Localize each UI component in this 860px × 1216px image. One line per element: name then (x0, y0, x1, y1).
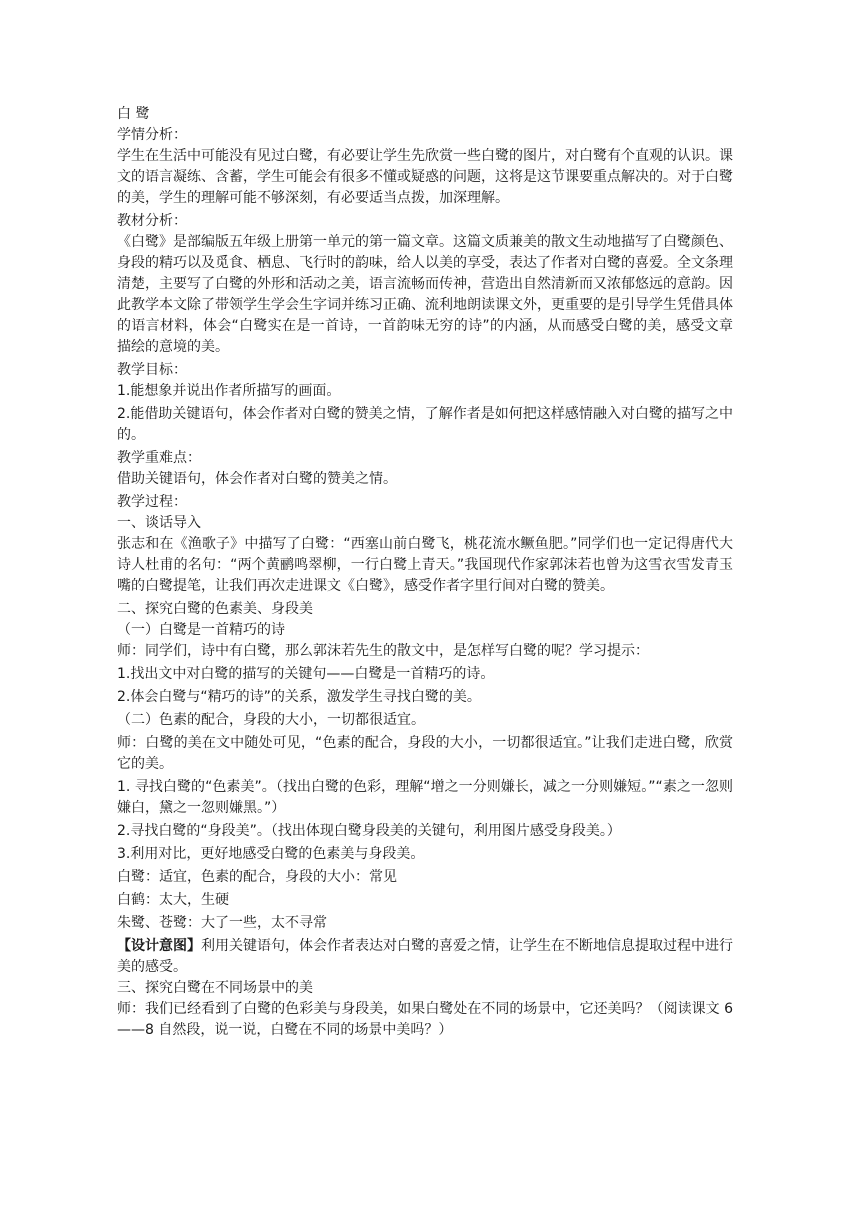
paragraph-teacher-prompt-1: 师：同学们，诗中有白鹭，那么郭沫若先生的散文中，是怎样写白鹭的呢？学习提示： (117, 643, 649, 659)
paragraph-introduction: 张志和在《渔歌子》中描写了白鹭：“西塞山前白鹭飞，桃花流水鳜鱼肥。”同学们也一定记得唐代大诗人杜甫的名句：“两个黄鹂鸣翠柳，一行白鹭上青天。”我国现代作家郭沫若也曾为这雪衣雪发青玉嘴的白鹭提笔，让我们再次走进课文《白鹭》，感受作者字里行间对白鹭的赞美。 (117, 536, 733, 594)
section-heading-material-analysis: 教材分析： (117, 213, 187, 229)
goal-item-2: 2.能借助关键语句，体会作者对白鹭的赞美之情，了解作者是如何把这样感情融入对白鹭的描写之中的。 (117, 406, 733, 443)
paragraph-teacher-prompt-3: 师：我们已经看到了白鹭的色彩美与身段美，如果白鹭处在不同的场景中，它还美吗？（阅读课文 6——8 自然段，说一说，白鹭在不同的场景中美吗？） (117, 1001, 733, 1038)
list-item-comparison: 3.利用对比，更好地感受白鹭的色素美与身段美。 (117, 846, 425, 862)
subheading-1: （一）白鹭是一首精巧的诗 (117, 622, 285, 638)
section-heading-teaching-goals: 教学目标： (117, 362, 187, 378)
paragraph-teacher-prompt-2: 师：白鹭的美在文中随处可见，“色素的配合，身段的大小，一切都很适宜。”让我们走进白鹭，欣赏它的美。 (117, 735, 733, 772)
design-intent-label: 【设计意图】 (117, 938, 201, 954)
document-page (117, 104, 733, 1041)
document-title: 白 鹭 (117, 106, 150, 122)
section-heading-key-points: 教学重难点： (117, 450, 201, 466)
list-item-find-key-sentence: 1.找出文中对白鹭的描写的关键句——白鹭是一首精巧的诗。 (117, 666, 495, 682)
step-heading-3: 三、探究白鹭在不同场景中的美 (117, 980, 313, 996)
step-heading-1: 一、谈话导入 (117, 515, 201, 531)
list-item-relation: 2.体会白鹭与“精巧的诗”的关系，激发学生寻找白鹭的美。 (117, 689, 481, 705)
comparison-crane: 白鹤：太大，生硬 (117, 892, 229, 908)
list-item-color-beauty: 1. 寻找白鹭的“色素美”。（找出白鹭的色彩，理解“增之一分则嫌长，减之一分则嫌短。”“素之一忽则嫌白，黛之一忽则嫌黑。”） (117, 779, 733, 816)
paragraph-student-analysis: 学生在生活中可能没有见过白鹭，有必要让学生先欣赏一些白鹭的图片，对白鹭有个直观的认识。课文的语言凝练、含蓄，学生可能会有很多不懂或疑惑的问题，这将是这节课要重点解决的。对于白鹭的美，学生的理解可能不够深刻，有必要适当点拨，加深理解。 (117, 148, 733, 206)
comparison-egret: 白鹭：适宜，色素的配合，身段的大小：常见 (117, 869, 397, 885)
goal-item-1: 1.能想象并说出作者所描写的画面。 (117, 383, 341, 399)
step-heading-2: 二、探究白鹭的色素美、身段美 (117, 601, 313, 617)
list-item-figure-beauty: 2.寻找白鹭的“身段美”。（找出体现白鹭身段美的关键句，利用图片感受身段美。） (117, 823, 621, 839)
subheading-2: （二）色素的配合，身段的大小，一切都很适宜。 (117, 712, 425, 728)
section-heading-student-analysis: 学情分析： (117, 127, 187, 143)
comparison-ibis-heron: 朱鹭、苍鹭：大了一些，太不寻常 (117, 915, 327, 931)
paragraph-design-intent: 【设计意图】利用关键语句，体会作者表达对白鹭的喜爱之情，让学生在不断地信息提取过程中进行美的感受。 (117, 938, 733, 975)
paragraph-key-points: 借助关键语句，体会作者对白鹭的赞美之情。 (117, 471, 397, 487)
section-heading-teaching-process: 教学过程： (117, 494, 187, 510)
paragraph-material-analysis: 《白鹭》是部编版五年级上册第一单元的第一篇文章。这篇文质兼美的散文生动地描写了白鹭颜色、身段的精巧以及觅食、栖息、飞行时的韵味，给人以美的享受，表达了作者对白鹭的喜爱。全文条理清楚，主要写了白鹭的外形和活动之美，语言流畅而传神，营造出自然清新而又浓郁悠远的意韵。因此教学本文除了带领学生学会生字词并练习正确、流利地朗读课文外，更重要的是引导学生凭借具体的语言材料，体会“白鹭实在是一首诗，一首韵味无穷的诗”的内涵，从而感受白鹭的美，感受文章描绘的意境的美。 (117, 234, 733, 355)
